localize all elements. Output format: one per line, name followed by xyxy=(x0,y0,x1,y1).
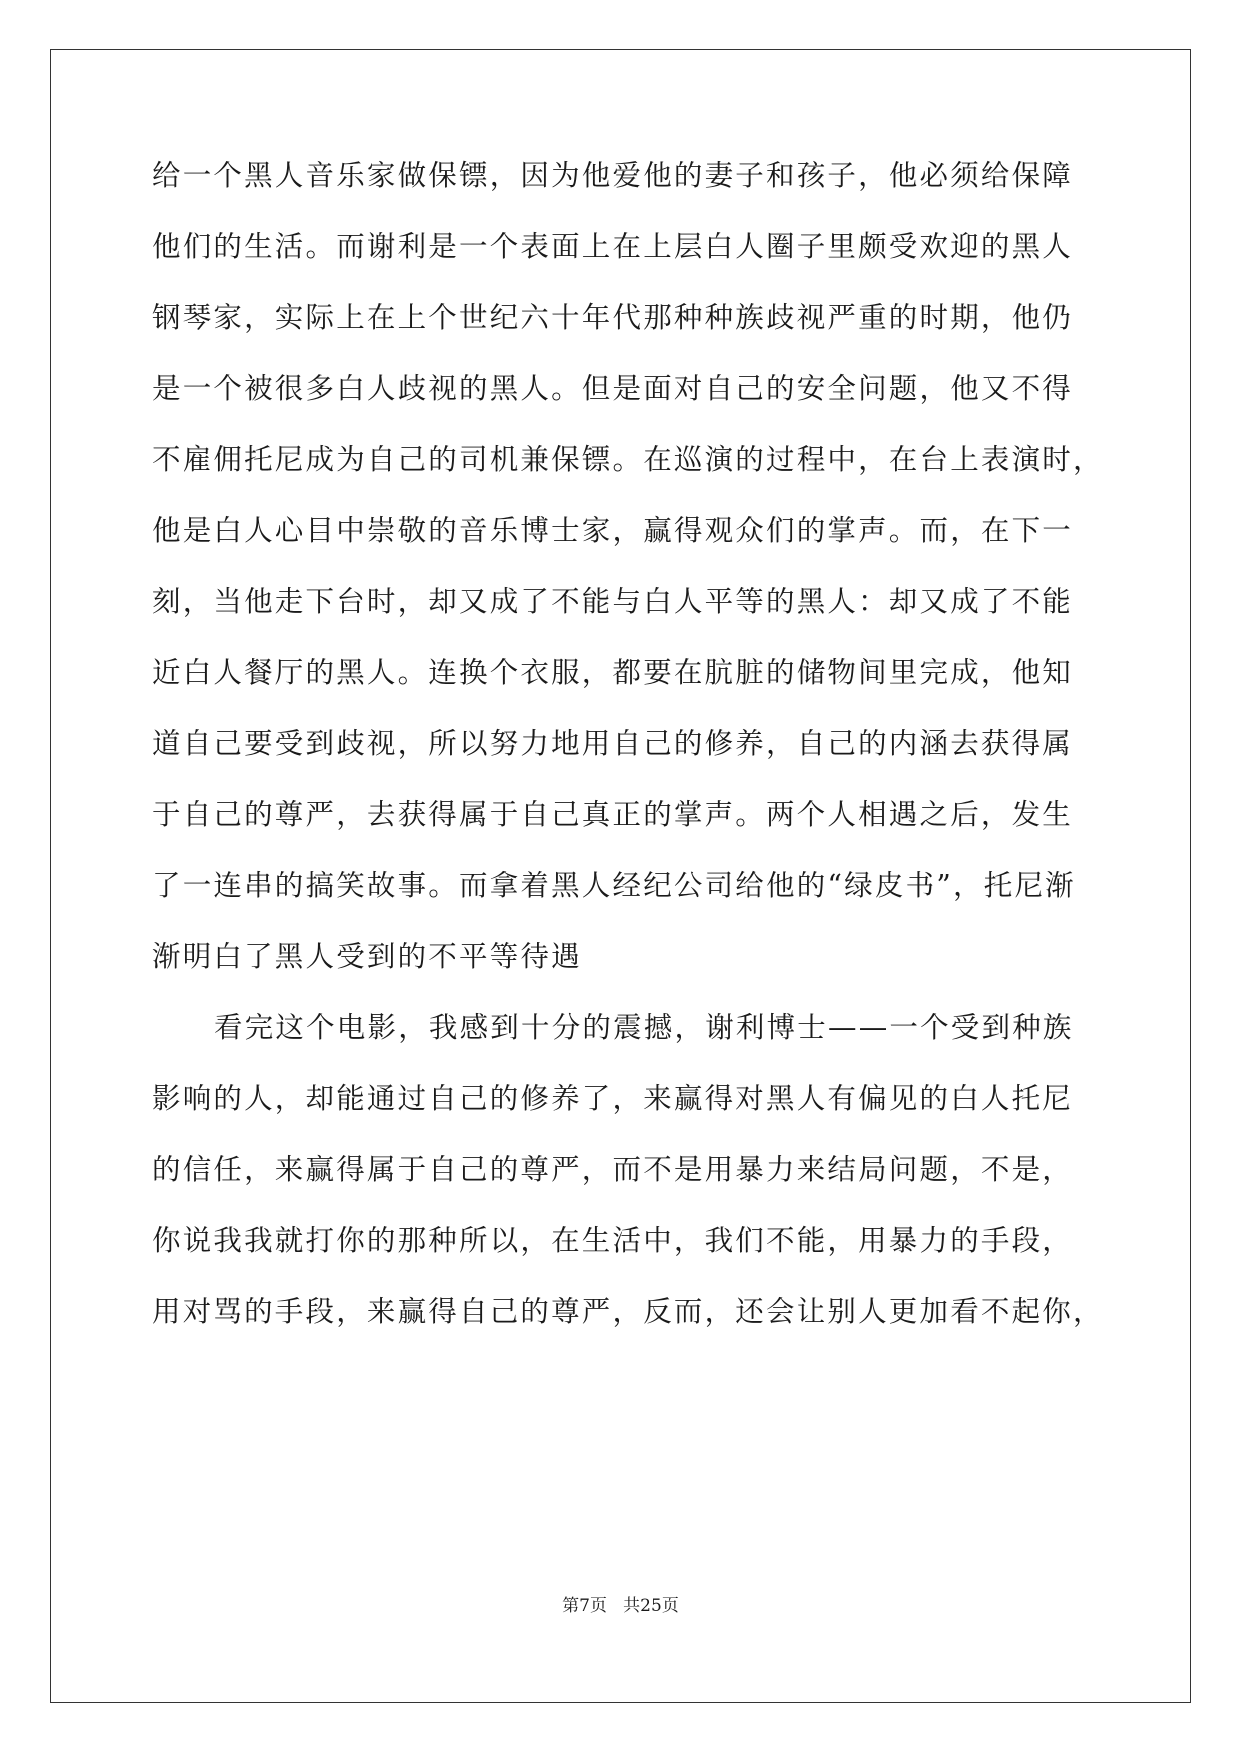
text-line: 于自己的尊严，去获得属于自己真正的掌声。两个人相遇之后，发生 xyxy=(152,798,1074,831)
page-number-footer: 第7页 共25页 xyxy=(562,1596,679,1616)
text-line: 是一个被很多白人歧视的黑人。但是面对自己的安全问题，他又不得 xyxy=(152,372,1074,405)
text-line: 用对骂的手段，来赢得自己的尊严，反而，还会让别人更加看不起你， xyxy=(152,1295,1104,1328)
text-line: 近白人餐厅的黑人。连换个衣服，都要在肮脏的储物间里完成，他知 xyxy=(152,656,1074,689)
text-line: 他们的生活。而谢利是一个表面上在上层白人圈子里颇受欢迎的黑人 xyxy=(152,230,1074,263)
text-line: 了一连串的搞笑故事。而拿着黑人经纪公司给他的“绿皮书”，托尼渐 xyxy=(152,869,1076,902)
text-line: 给一个黑人音乐家做保镖，因为他爱他的妻子和孩子，他必须给保障 xyxy=(152,159,1074,192)
text-line: 渐明白了黑人受到的不平等待遇 xyxy=(152,940,582,973)
text-line: 影响的人，却能通过自己的修养了，来赢得对黑人有偏见的白人托尼 xyxy=(152,1082,1074,1115)
text-line: 你说我我就打你的那种所以，在生活中，我们不能，用暴力的手段， xyxy=(152,1224,1074,1257)
text-line: 他是白人心目中崇敬的音乐博士家，赢得观众们的掌声。而，在下一 xyxy=(152,514,1074,547)
text-line: 刻，当他走下台时，却又成了不能与白人平等的黑人：却又成了不能 xyxy=(152,585,1074,618)
text-line: 钢琴家，实际上在上个世纪六十年代那种种族歧视严重的时期，他仍 xyxy=(152,301,1074,334)
text-line: 不雇佣托尼成为自己的司机兼保镖。在巡演的过程中，在台上表演时， xyxy=(152,443,1104,476)
text-line: 的信任，来赢得属于自己的尊严，而不是用暴力来结局问题，不是， xyxy=(152,1153,1074,1186)
text-line: 道自己要受到歧视，所以努力地用自己的修养，自己的内涵去获得属 xyxy=(152,727,1074,760)
paragraph-first-line: 看完这个电影，我感到十分的震撼，谢利博士——一个受到种族 xyxy=(214,1011,1074,1044)
